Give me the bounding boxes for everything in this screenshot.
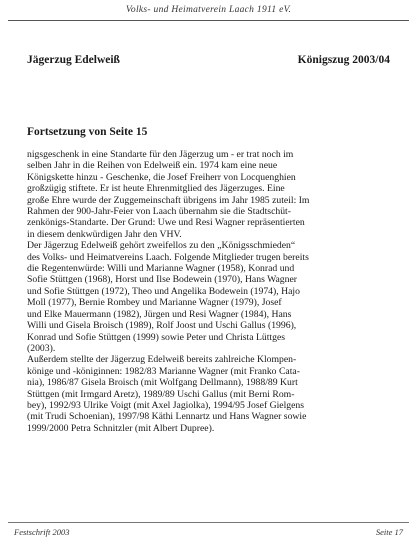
text-line: des Volks- und Heimatvereins Laach. Folgende Mitglieder trugen bereits xyxy=(27,251,309,263)
continued-heading: Fortsetzung von Seite 15 xyxy=(27,126,148,138)
text-line: und Sofie Stüttgen (1972), Theo und Angelika Bodewein (1974), Hajo xyxy=(27,285,300,297)
text-line: selben Jahr in die Reihen von Edelweiß ein. 1974 kam eine neue xyxy=(27,160,278,172)
text-line: Konrad und Sofie Stüttgen (1999) sowie Peter und Christa Lüttges xyxy=(27,331,286,343)
text-line: 1999/2000 Petra Schnitzler (mit Albert Dupree). xyxy=(27,422,215,434)
text-line: nia), 1986/87 Gisela Broisch (mit Wolfgang Dellmann), 1988/89 Kurt xyxy=(27,377,298,389)
text-line: und Elke Mauermann (1982), Jürgen und Resi Wagner (1984), Hans xyxy=(27,308,292,320)
text-line: Königskette hinzu - Geschenke, die Josef Freiherr von Locquenghien xyxy=(27,171,296,183)
text-line: Willi und Gisela Broisch (1989), Rolf Joost und Uschi Gallus (1996), xyxy=(27,320,297,332)
footer-divider xyxy=(8,522,409,523)
text-line: Sofie Stüttgen (1968), Horst und Ilse Bodewein (1970), Hans Wagner xyxy=(27,274,297,286)
text-line: Stüttgen (mit Irmgard Aretz), 1989/89 Uschi Gallus (mit Berni Rom- xyxy=(27,388,295,400)
text-line: bey), 1992/93 Ulrike Voigt (mit Axel Jagiolka), 1994/95 Josef Gielgens xyxy=(27,399,305,411)
section-heading-right: Königszug 2003/04 xyxy=(297,54,390,66)
text-line: (2003). xyxy=(27,342,56,354)
text-line: nigsgeschenk in eine Standarte für den Jägerzug um - er trat noch im xyxy=(27,149,294,160)
text-line: großzügig stiftete. Er ist heute Ehrenmitglied des Jägerzuges. Eine xyxy=(27,183,285,195)
footer-page-number: Seite 17 xyxy=(375,527,403,537)
text-line: Moll (1977), Bernie Rombey und Marianne Wagner (1979), Josef xyxy=(27,297,282,309)
page-header-title: Volks- und Heimatverein Laach 1911 eV. xyxy=(125,5,292,15)
text-line: Der Jägerzug Edelweiß gehört zweifellos zu den „Königsschmieden“ xyxy=(27,240,296,252)
text-line: große Ehre wurde der Zuggemeinschaft übrigens im Jahr 1985 zuteil: Im xyxy=(27,194,310,206)
text-line: Außerdem stellte der Jägerzug Edelweiß bereits zahlreiche Klompen- xyxy=(27,354,297,366)
text-line: in diesem denkwürdigen Jahr den VHV. xyxy=(27,228,182,240)
header-divider xyxy=(8,20,409,21)
text-line: die Regentenwürde: Willi und Marianne Wagner (1958), Konrad und xyxy=(27,263,295,275)
body-text xyxy=(27,149,390,434)
footer-publication: Festschrift 2003 xyxy=(14,527,70,537)
section-heading-left: Jägerzug Edelweiß xyxy=(27,54,120,66)
text-line: Rahmen der 900-Jahr-Feier von Laach übernahm sie die Stadtschüt- xyxy=(27,206,291,218)
text-line: (mit Trudi Schoenian), 1997/98 Käthi Lennartz und Hans Wagner sowie xyxy=(27,411,307,423)
text-line: könige und -königinnen: 1982/83 Marianne Wagner (mit Franko Cata- xyxy=(27,365,300,377)
text-line: zenkönigs-Standarte. Der Grund: Uwe und Resi Wagner repräsentierten xyxy=(27,217,305,229)
